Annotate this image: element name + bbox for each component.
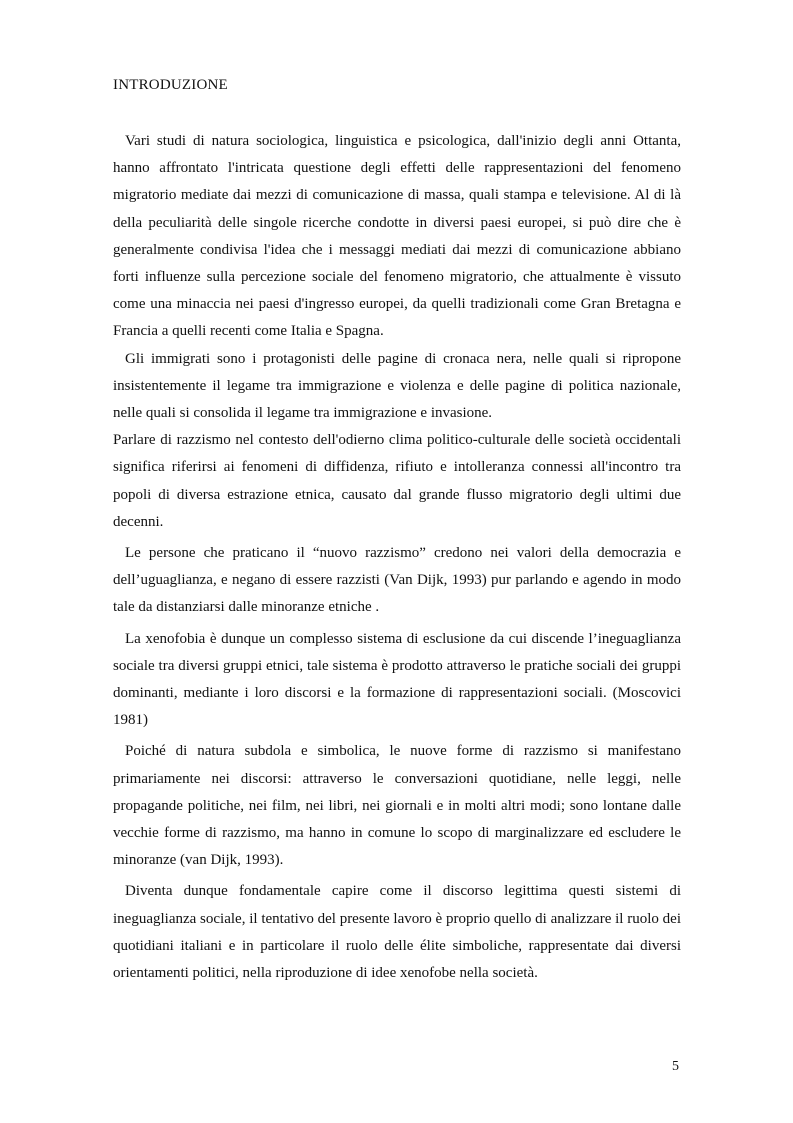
paragraph-7: Diventa dunque fondamentale capire come il discorso legittima questi sistemi di ineguaglianza sociale, il tentativo del presente lavoro è proprio quello di analizzare il ruolo dei quotidiani italiani e in particolare il ruolo delle élite simboliche, rappresentate dai diversi orientamenti politici, nella riproduzione di idee xenofobe nella società. [113,883,681,982]
paragraph-5: La xenofobia è dunque un complesso sistema di esclusione da cui discende l’ineguaglianza sociale tra diversi gruppi etnici, tale sistema è prodotto attraverso le pratiche sociali dei gruppi dominanti, mediante i loro discorsi e la formazione di rappresentazioni sociali. (Moscovici 1981) [113,630,681,729]
paragraph-6: Poiché di natura subdola e simbolica, le nuove forme di razzismo si manifestano primariamente nei discorsi: attraverso le conversazioni quotidiane, nelle leggi, nelle propagande politiche, nei film, nei libri, nei giornali e in molti altri modi; sono lontane dalle vecchie forme di razzismo, ma hanno in comune lo scopo di marginalizzare ed escludere le minoranze (van Dijk, 1993). [113,743,681,869]
paragraph-2: Gli immigrati sono i protagonisti delle pagine di cronaca nera, nelle quali si ripropone insistentemente il legame tra immigrazione e violenza e delle pagine di politica nazionale, nelle quali si consolida il legame tra immigrazione e invasione. [113,350,681,422]
page-number: 5 [672,1059,679,1074]
body-text [113,128,681,987]
paragraph-3: Parlare di razzismo nel contesto dell'odierno clima politico-culturale delle società occidentali significa riferirsi ai fenomeni di diffidenza, rifiuto e intolleranza connessi all'incontro tra popoli di diversa estrazione etnica, causato dal grande flusso migratorio degli ultimi due decenni. [113,432,681,530]
section-heading: INTRODUZIONE [113,77,228,93]
paragraph-4: Le persone che praticano il “nuovo razzismo” credono nei valori della democrazia e dell’uguaglianza, e negano di essere razzisti (Van Dijk, 1993) pur parlando e agendo in modo tale da distanziarsi dalle minoranze etniche . [113,545,681,616]
paragraph-1: Vari studi di natura sociologica, linguistica e psicologica, dall'inizio degli anni Ottanta, hanno affrontato l'intricata questione degli effetti delle rappresentazioni del fenomeno migratorio mediate dai mezzi di comunicazione di massa, quali stampa e televisione. Al di là della peculiarità delle singole ricerche condotte in diversi paesi europei, si può dire che è generalmente condivisa l'idea che i messaggi mediati dai mezzi di comunicazione abbiano forti influenze sulla percezione sociale del fenomeno migratorio, che attualmente è vissuto come una minaccia nei paesi d'ingresso europei, da quelli tradizionali come Gran Bretagna e Francia a quelli recenti come Italia e Spagna. [113,133,681,340]
